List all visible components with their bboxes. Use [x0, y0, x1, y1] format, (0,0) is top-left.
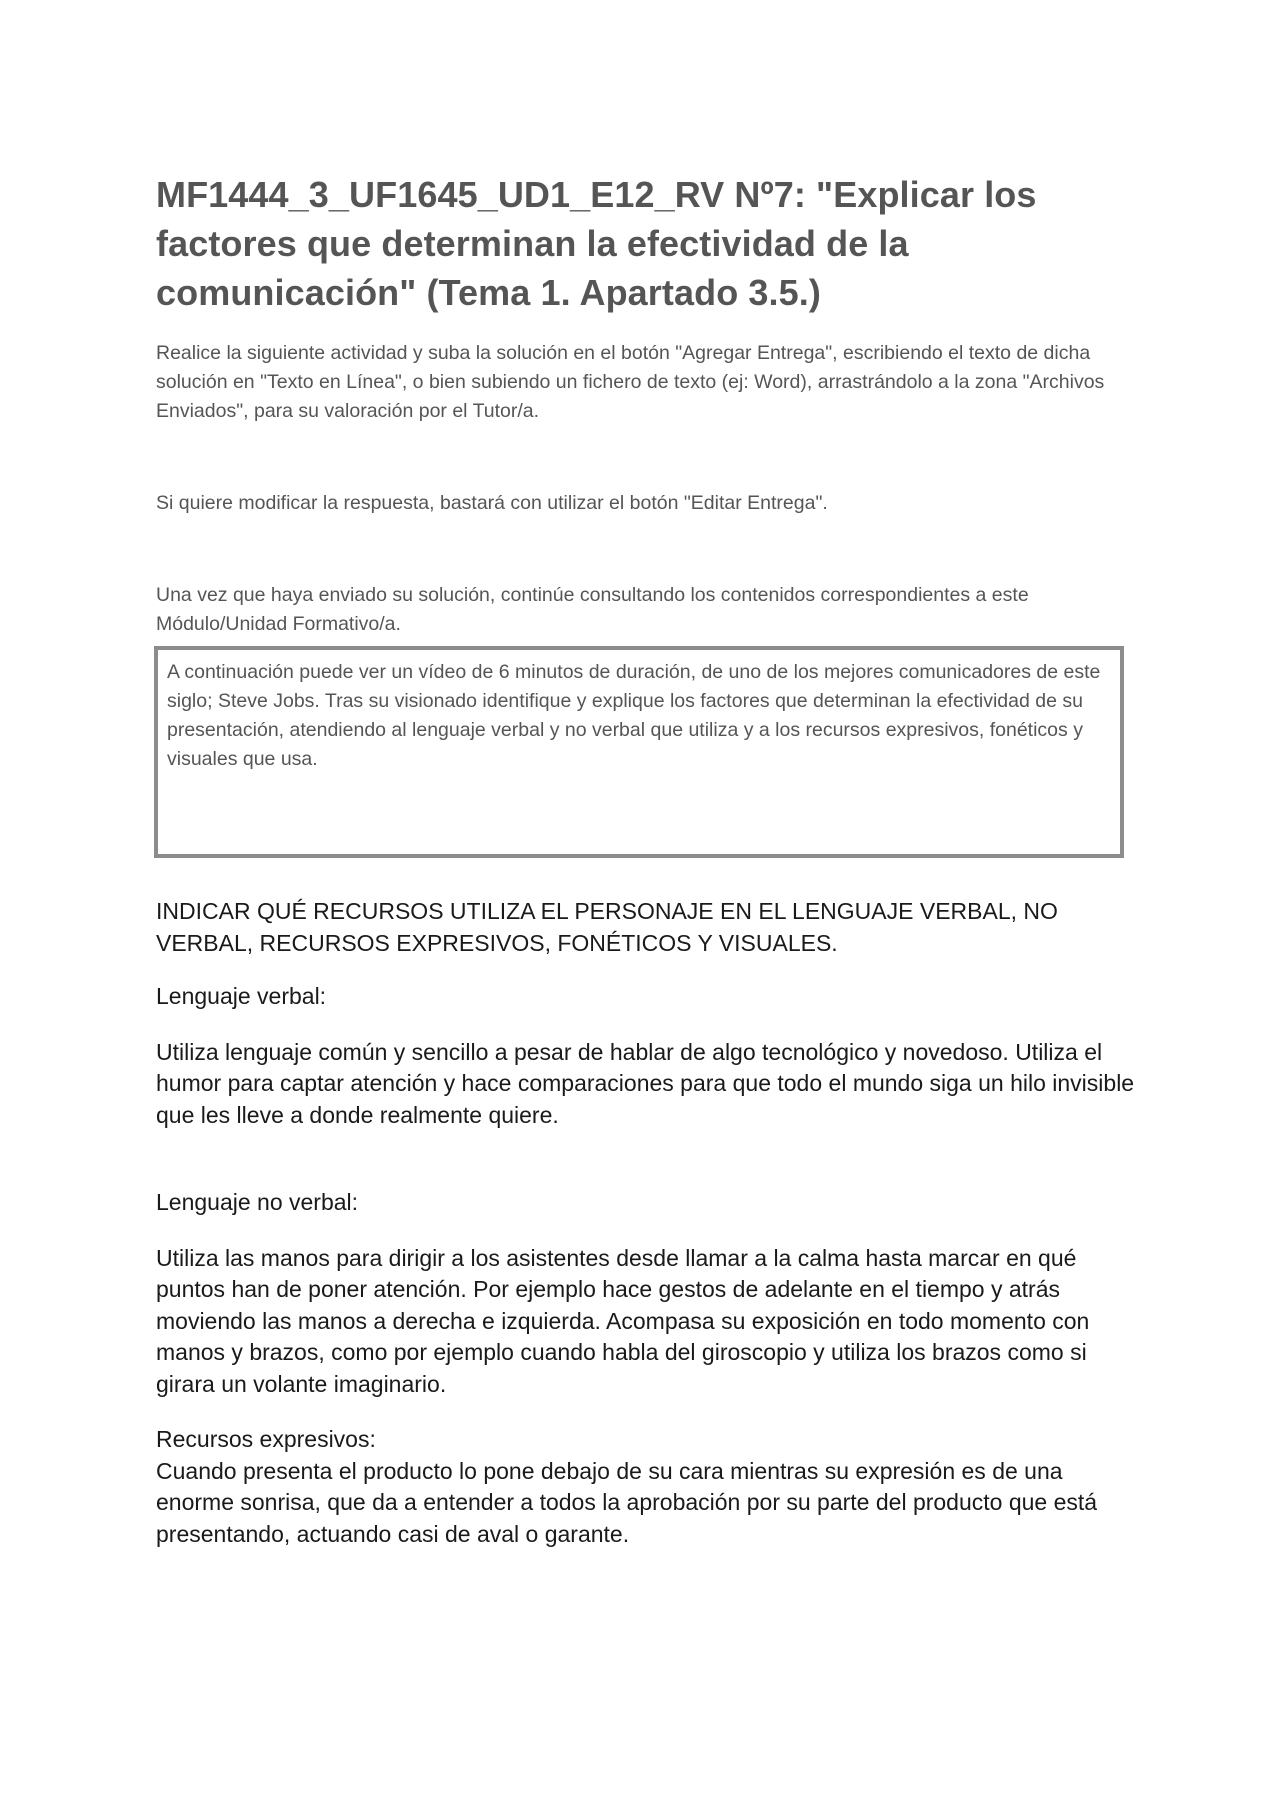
edit-instructions: Si quiere modificar la respuesta, bastará con utilizar el botón "Editar Entrega". — [156, 492, 828, 514]
verbal-language-label: Lenguaje verbal: — [156, 983, 327, 1009]
nonverbal-language-label: Lenguaje no verbal: — [156, 1189, 359, 1215]
verbal-language-text: Utiliza lenguaje común y sencillo a pesar de hablar de algo tecnológico y novedoso. Utiliza el humor para captar atención y hace comparaciones para que todo el mundo siga un hilo invisible que les lleve a donde realmente quiere. — [156, 1038, 1135, 1128]
assignment-title: MF1444_3_UF1645_UD1_E12_RV Nº7: "Explicar los factores que determinan la efectividad de la comunicación" (Tema 1. Apartado 3.5.) — [156, 174, 1037, 313]
expressive-resources-label: Recursos expresivos: — [156, 1426, 376, 1452]
nonverbal-language-text: Utiliza las manos para dirigir a los asistentes desde llamar a la calma hasta marcar en qué puntos han de poner atención. Por ejemplo hace gestos de adelante en el tiempo y atrás moviendo las manos a derecha e izquierda. Acompasa su exposición en todo momento con manos y brazos, como por ejemplo cuando habla del giroscopio y utiliza los brazos como si girara un volante imaginario. — [156, 1244, 1090, 1397]
after-instructions: Una vez que haya enviado su solución, continúe consultando los contenidos correspondientes a este Módulo/Unidad Formativo/a. — [156, 584, 1029, 635]
task-description-box: A continuación puede ver un vídeo de 6 minutos de duración, de uno de los mejores comunicadores de este siglo; Steve Jobs. Tras su visionado identifique y explique los factores que determinan la efectividad de su presentación, atendiendo al lenguaje verbal y no verbal que utiliza y a los recursos expresivos, fonéticos y visuales que usa. — [154, 646, 1124, 858]
document-page — [156, 170, 1136, 1550]
expressive-resources-text: Cuando presenta el producto lo pone debajo de su cara mientras su expresión es de una enorme sonrisa, que da a entender a todos la aprobación por su parte del producto que está presentando, actuando casi de aval o garante. — [156, 1457, 1098, 1547]
answer-heading: INDICAR QUÉ RECURSOS UTILIZA EL PERSONAJE EN EL LENGUAJE VERBAL, NO VERBAL, RECURSOS EXPRESIVOS, FONÉTICOS Y VISUALES. — [156, 898, 1058, 956]
submit-instructions: Realice la siguiente actividad y suba la solución en el botón "Agregar Entrega", escribiendo el texto de dicha solución en "Texto en Línea", o bien subiendo un fichero de texto (ej: Word), arrastrándolo a la zona "Archivos Enviados", para su valoración por el Tutor/a. — [156, 342, 1105, 422]
